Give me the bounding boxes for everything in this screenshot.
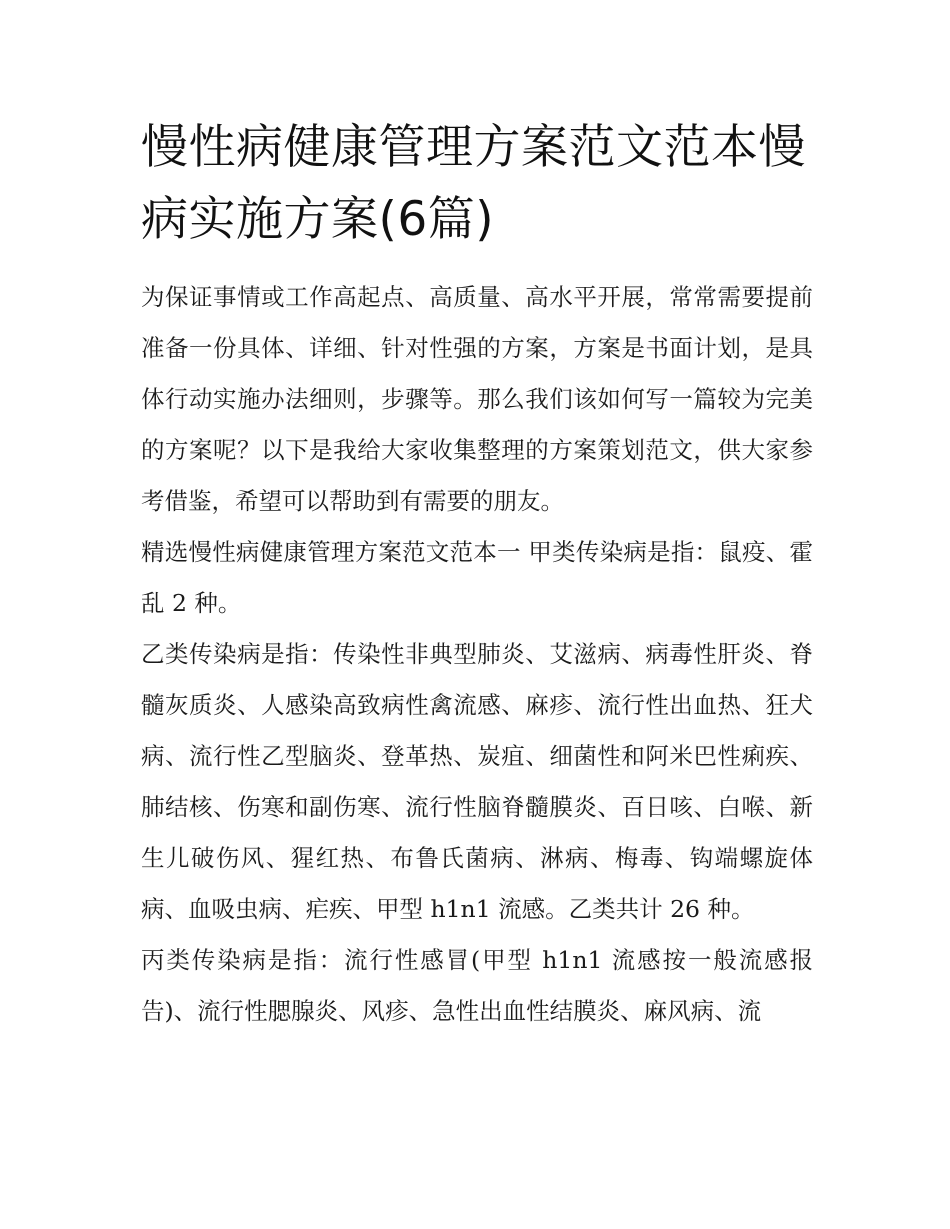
class-a-paragraph: 精选慢性病健康管理方案范文范本一 甲类传染病是指：鼠疫、霍乱 2 种。 xyxy=(141,538,813,617)
class-b-paragraph: 乙类传染病是指：传染性非典型肺炎、艾滋病、病毒性肝炎、脊髓灰质炎、人感染高致病性禽流感、麻疹、流行性出血热、狂犬病、流行性乙型脑炎、登革热、炭疽、细菌性和阿米巴性痢疾、肺结核、伤寒和副伤寒、流行性脑脊髓膜炎、百日咳、白喉、新生儿破伤风、猩红热、布鲁氏菌病、淋病、梅毒、钩端螺旋体病、血吸虫病、疟疾、甲型 h1n1 流感。乙类共计 26 种。 xyxy=(141,640,813,923)
document-title: 慢性病健康管理方案范文范本慢病实施方案(6篇) xyxy=(141,120,806,247)
class-c-paragraph: 丙类传染病是指：流行性感冒(甲型 h1n1 流感按一般流感报告)、流行性腮腺炎、风疹、急性出血性结膜炎、麻风病、流 xyxy=(141,946,813,1025)
intro-paragraph: 为保证事情或工作高起点、高质量、高水平开展，常常需要提前准备一份具体、详细、针对性强的方案，方案是书面计划，是具体行动实施办法细则，步骤等。那么我们该如何写一篇较为完美的方案呢？以下是我给大家收集整理的方案策划范文，供大家参考借鉴，希望可以帮助到有需要的朋友。 xyxy=(141,283,813,515)
document-body xyxy=(141,112,813,1037)
